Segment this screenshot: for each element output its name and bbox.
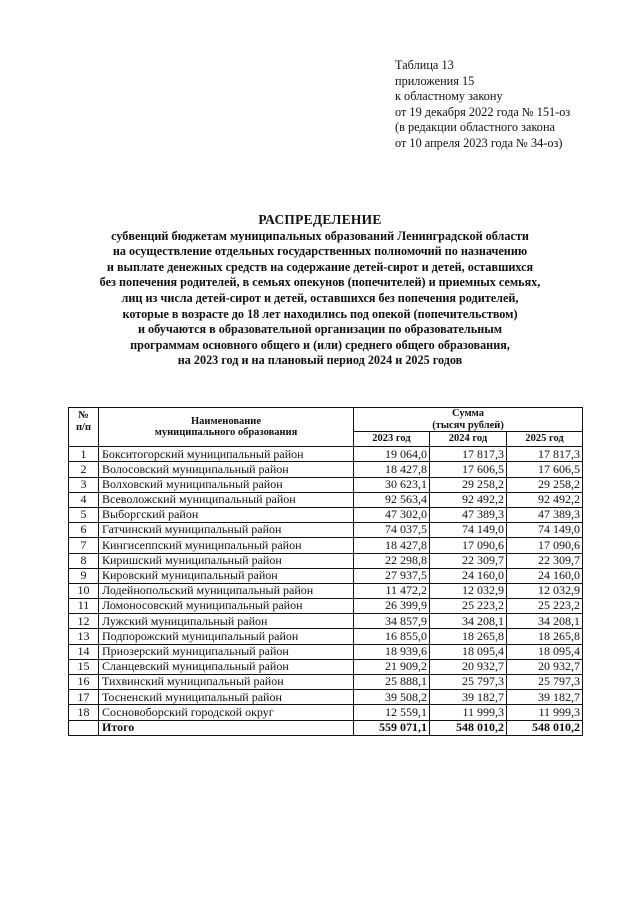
municipality-name: Лужский муниципальный район — [99, 614, 354, 629]
amount-cell: 25 223,2 — [430, 599, 507, 614]
document-title: РАСПРЕДЕЛЕНИЕ — [258, 212, 382, 227]
amount-cell: 30 623,1 — [354, 477, 430, 492]
municipality-name: Гатчинский муниципальный район — [99, 523, 354, 538]
table-row — [69, 583, 583, 598]
municipality-name: Ломоносовский муниципальный район — [99, 599, 354, 614]
table-row — [69, 629, 583, 644]
amount-cell: 17 606,5 — [430, 462, 507, 477]
amount-cell: 47 389,3 — [507, 507, 583, 522]
amount-cell: 22 298,8 — [354, 553, 430, 568]
title-line: лиц из числа детей-сирот и детей, оставшихся без попечения родителей, — [121, 290, 519, 305]
municipality-name: Всеволожский муниципальный район — [99, 492, 354, 507]
table-body — [69, 447, 583, 736]
appendix-note — [395, 58, 625, 151]
appendix-line: к областному закону — [395, 89, 503, 103]
amount-cell: 34 857,9 — [354, 614, 430, 629]
amount-cell: 92 492,2 — [507, 492, 583, 507]
municipality-name: Приозерский муниципальный район — [99, 644, 354, 659]
title-line: без попечения родителей, в семьях опекунов (попечителей) и приемных семьях, — [99, 275, 541, 290]
amount-cell: 47 389,3 — [430, 507, 507, 522]
amount-cell: 74 149,0 — [507, 523, 583, 538]
table-row — [69, 462, 583, 477]
amount-cell: 20 932,7 — [430, 659, 507, 674]
header-text: п/п — [75, 421, 92, 433]
amount-cell: 18 427,8 — [354, 538, 430, 553]
municipality-name: Бокситогорский муниципальный район — [99, 447, 354, 462]
municipality-name: Кировский муниципальный район — [99, 568, 354, 583]
amount-cell: 18 265,8 — [507, 629, 583, 644]
header-text: (тысяч рублей) — [432, 419, 504, 431]
document-title-block — [40, 212, 600, 369]
amount-cell: 17 090,6 — [430, 538, 507, 553]
table-row — [69, 447, 583, 462]
header-text: муниципального образования — [154, 427, 298, 439]
amount-cell: 39 182,7 — [430, 690, 507, 705]
row-number: 18 — [69, 705, 99, 720]
table-row — [69, 614, 583, 629]
amount-cell: 18 265,8 — [430, 629, 507, 644]
amount-cell: 18 939,6 — [354, 644, 430, 659]
amount-cell: 25 797,3 — [430, 675, 507, 690]
amount-cell: 11 999,3 — [507, 705, 583, 720]
total-amount: 548 010,2 — [430, 720, 507, 735]
municipality-name: Тихвинский муниципальный район — [99, 675, 354, 690]
title-line: и обучаются в образовательной организации по образовательным — [137, 322, 503, 337]
amount-cell: 29 258,2 — [507, 477, 583, 492]
amount-cell: 17 817,3 — [430, 447, 507, 462]
table-row — [69, 705, 583, 720]
header-year-2025: 2025 год — [507, 432, 583, 447]
distribution-table — [68, 407, 583, 736]
amount-cell: 16 855,0 — [354, 629, 430, 644]
header-year-2024: 2024 год — [430, 432, 507, 447]
header-text: Сумма — [452, 408, 484, 419]
municipality-name: Сосновоборский городской округ — [99, 705, 354, 720]
row-number: 9 — [69, 568, 99, 583]
amount-cell: 27 937,5 — [354, 568, 430, 583]
header-number — [69, 408, 99, 447]
municipality-name: Сланцевский муниципальный район — [99, 659, 354, 674]
row-number: 3 — [69, 477, 99, 492]
header-text: № — [78, 410, 89, 421]
amount-cell: 92 563,4 — [354, 492, 430, 507]
row-number: 14 — [69, 644, 99, 659]
row-number: 2 — [69, 462, 99, 477]
amount-cell: 39 508,2 — [354, 690, 430, 705]
amount-cell: 39 182,7 — [507, 690, 583, 705]
row-number: 5 — [69, 507, 99, 522]
amount-cell: 17 817,3 — [507, 447, 583, 462]
row-number: 8 — [69, 553, 99, 568]
appendix-line: Таблица 13 — [395, 58, 454, 72]
amount-cell: 74 037,5 — [354, 523, 430, 538]
municipality-name: Тосненский муниципальный район — [99, 690, 354, 705]
table-row — [69, 644, 583, 659]
amount-cell: 22 309,7 — [430, 553, 507, 568]
title-line: на 2023 год и на плановый период 2024 и 2025 годов — [177, 353, 463, 368]
table-row — [69, 659, 583, 674]
table-row — [69, 553, 583, 568]
header-text: Наименование — [191, 415, 261, 427]
appendix-line: (в редакции областного закона — [395, 120, 555, 134]
table-row — [69, 568, 583, 583]
document-subtitle — [40, 229, 600, 369]
appendix-line: от 10 апреля 2023 года № 34-оз) — [395, 135, 563, 150]
table-row — [69, 477, 583, 492]
row-number: 11 — [69, 599, 99, 614]
amount-cell: 25 888,1 — [354, 675, 430, 690]
header-municipality — [99, 408, 354, 447]
title-line: программам основного общего и (или) среднего общего образования, — [130, 337, 510, 352]
amount-cell: 11 472,2 — [354, 583, 430, 598]
amount-cell: 12 559,1 — [354, 705, 430, 720]
amount-cell: 20 932,7 — [507, 659, 583, 674]
amount-cell: 26 399,9 — [354, 599, 430, 614]
amount-cell: 18 095,4 — [507, 644, 583, 659]
row-number: 6 — [69, 523, 99, 538]
amount-cell: 12 032,9 — [430, 583, 507, 598]
row-number: 12 — [69, 614, 99, 629]
total-amount: 559 071,1 — [354, 720, 430, 735]
row-number: 16 — [69, 675, 99, 690]
municipality-name: Киришский муниципальный район — [99, 553, 354, 568]
amount-cell: 25 797,3 — [507, 675, 583, 690]
amount-cell: 25 223,2 — [507, 599, 583, 614]
amount-cell: 17 606,5 — [507, 462, 583, 477]
row-number: 4 — [69, 492, 99, 507]
appendix-line: от 19 декабря 2022 года № 151-оз — [395, 104, 571, 119]
amount-cell: 17 090,6 — [507, 538, 583, 553]
amount-cell: 47 302,0 — [354, 507, 430, 522]
amount-cell: 18 095,4 — [430, 644, 507, 659]
table-row — [69, 507, 583, 522]
total-empty-cell — [69, 720, 99, 735]
title-line: и выплате денежных средств на содержание детей-сирот и детей, оставшихся — [106, 259, 534, 274]
total-label: Итого — [99, 720, 354, 735]
amount-cell: 11 999,3 — [430, 705, 507, 720]
table-row — [69, 538, 583, 553]
municipality-name: Волховский муниципальный район — [99, 477, 354, 492]
municipality-name: Подпорожский муниципальный район — [99, 629, 354, 644]
amount-cell: 29 258,2 — [430, 477, 507, 492]
amount-cell: 22 309,7 — [507, 553, 583, 568]
row-number: 7 — [69, 538, 99, 553]
header-sum — [354, 408, 583, 432]
total-amount: 548 010,2 — [507, 720, 583, 735]
table-row — [69, 492, 583, 507]
amount-cell: 92 492,2 — [430, 492, 507, 507]
row-number: 13 — [69, 629, 99, 644]
appendix-line: приложения 15 — [395, 73, 475, 88]
row-number: 15 — [69, 659, 99, 674]
table-row — [69, 690, 583, 705]
amount-cell: 19 064,0 — [354, 447, 430, 462]
table-row — [69, 599, 583, 614]
amount-cell: 74 149,0 — [430, 523, 507, 538]
municipality-name: Выборгский район — [99, 507, 354, 522]
amount-cell: 24 160,0 — [430, 568, 507, 583]
amount-cell: 21 909,2 — [354, 659, 430, 674]
header-year-2023: 2023 год — [354, 432, 430, 447]
amount-cell: 12 032,9 — [507, 583, 583, 598]
municipality-name: Волосовский муниципальный район — [99, 462, 354, 477]
amount-cell: 34 208,1 — [430, 614, 507, 629]
amount-cell: 24 160,0 — [507, 568, 583, 583]
title-line: на осуществление отдельных государственных полномочий по назначению — [112, 244, 528, 259]
row-number: 10 — [69, 583, 99, 598]
amount-cell: 18 427,8 — [354, 462, 430, 477]
table-row — [69, 523, 583, 538]
municipality-name: Лодейнопольский муниципальный район — [99, 583, 354, 598]
row-number: 17 — [69, 690, 99, 705]
amount-cell: 34 208,1 — [507, 614, 583, 629]
row-number: 1 — [69, 447, 99, 462]
table-row — [69, 675, 583, 690]
total-row — [69, 720, 583, 735]
title-line: субвенций бюджетам муниципальных образований Ленинградской области — [111, 228, 529, 243]
title-line: которые в возрасте до 18 лет находились под опекой (попечительством) — [122, 306, 518, 321]
municipality-name: Кингисеппский муниципальный район — [99, 538, 354, 553]
